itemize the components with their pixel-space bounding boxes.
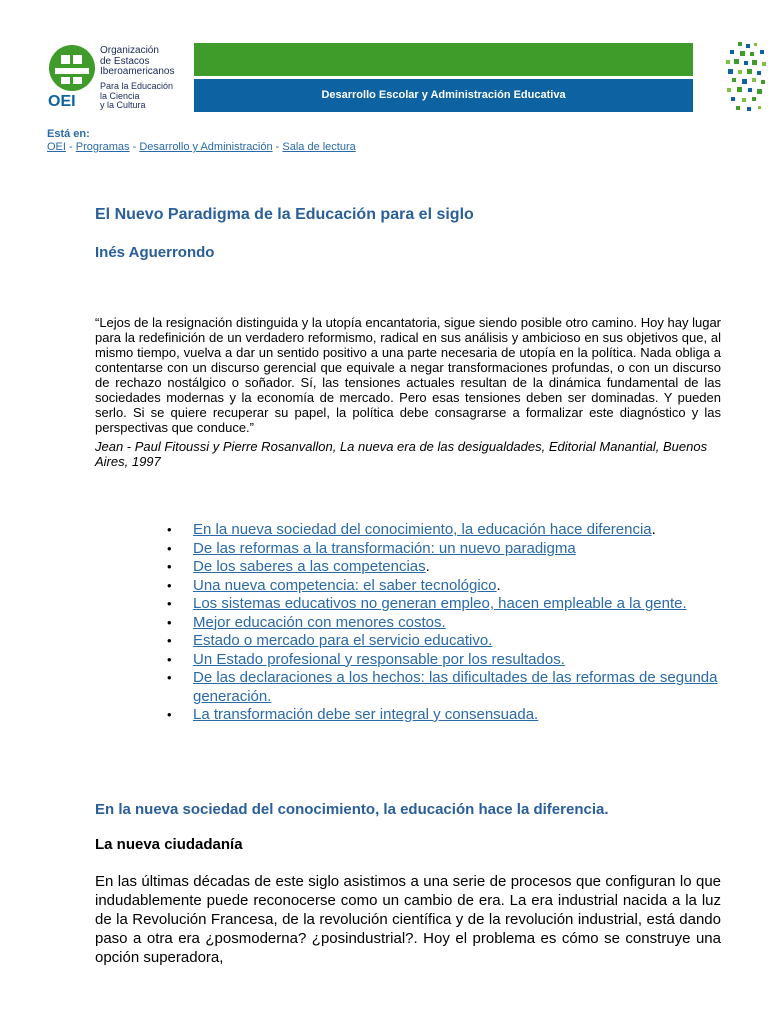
- table-of-contents: [167, 521, 723, 725]
- toc-link[interactable]: Los sistemas educativos no generan empleo, hacen empleable a la gente.: [193, 595, 687, 612]
- toc-item: [167, 632, 723, 651]
- toc-link[interactable]: De las declaraciones a los hechos: las dificultades de las reformas de segunda generación.: [193, 669, 718, 705]
- toc-item: [167, 669, 723, 706]
- article-title: El Nuevo Paradigma de la Educación para el siglo: [95, 206, 474, 223]
- toc-suffix: .: [651, 521, 656, 538]
- toc-item: [167, 651, 723, 670]
- svg-text:OEI: OEI: [48, 93, 76, 108]
- oei-logo-icon: [46, 44, 98, 108]
- toc-item: [167, 540, 723, 559]
- breadcrumb-link-desarrollo[interactable]: Desarrollo y Administración: [139, 141, 273, 153]
- header-banner-title: Desarrollo Escolar y Administración Educativa: [194, 79, 693, 112]
- toc-link[interactable]: En la nueva sociedad del conocimiento, la educación hace diferencia: [193, 521, 652, 538]
- article-author: Inés Aguerrondo: [95, 244, 215, 261]
- section-subheading: La nueva ciudadanía: [95, 836, 243, 853]
- toc-item: [167, 577, 723, 596]
- toc-link[interactable]: Un Estado profesional y responsable por los resultados.: [193, 650, 565, 668]
- oei-logo[interactable]: [46, 44, 191, 112]
- toc-link[interactable]: La transformación debe ser integral y consensuada.: [193, 706, 539, 723]
- epigraph-quote: “Lejos de la resignación distinguida y la utopía encantatoria, sigue siendo posible otro camino. Hoy hay lugar para la redefinición de un verdadero reformismo, radical en sus análisis y ambicioso en sus objetivos que, al mismo tiempo, vuelva a dar un sentido positivo a una parte necesaria de utopía en la política. Nada obliga a contentarse con un discurso gerencial que equivale a negar transformaciones profundas, o con un discurso de rechazo nostálgico o soñador. Sí, las tensiones actuales resultan de la dinámica fundamental de las sociedades modernas y la economía de mercado. Pero esas tensiones deben ser dominadas. Y pueden serlo. Si se quiere recuperar su papel, la política debe consagrarse a formalizar este diagnóstico y las perspectivas que conduce.”: [95, 315, 721, 435]
- toc-link[interactable]: Una nueva competencia: el saber tecnológico: [193, 576, 497, 594]
- section-heading: En la nueva sociedad del conocimiento, la educación hace la diferencia.: [95, 801, 609, 818]
- toc-link[interactable]: Estado o mercado para el servicio educativo.: [193, 632, 493, 649]
- body-paragraph: En las últimas décadas de este siglo asistimos a una serie de procesos que configuran lo que indudablemente puede reconocerse como un cambio de era. La era industrial nacida a la luz de la Revolución Francesa, de la revolución científica y de la revolución industrial, está dando paso a otra era ¿posmoderna? ¿posindustrial?. Hoy el problema es cómo se construye una opción superadora,: [95, 873, 721, 966]
- logo-organization-name: Organización de Estacos Iberoamericanos: [100, 45, 175, 77]
- breadcrumb-link-oei[interactable]: OEI: [47, 141, 66, 153]
- toc-link[interactable]: De las reformas a la transformación: un nuevo paradigma: [193, 539, 576, 557]
- breadcrumb: [47, 141, 356, 153]
- toc-item: [167, 614, 723, 633]
- breadcrumb-separator: -: [272, 141, 283, 153]
- toc-link[interactable]: Mejor educación con menores costos.: [193, 613, 446, 631]
- decorative-pattern-icon: [722, 40, 768, 114]
- header-green-bar: [194, 43, 693, 76]
- breadcrumb-label: Está en:: [47, 128, 90, 140]
- breadcrumb-separator: -: [65, 141, 76, 153]
- toc-item: [167, 706, 723, 725]
- logo-tagline: Para la Educación la Ciencia y la Cultura: [100, 81, 174, 110]
- breadcrumb-link-programas[interactable]: Programas: [75, 141, 130, 153]
- toc-item: [167, 595, 723, 614]
- epigraph-source: Jean - Paul Fitoussi y Pierre Rosanvallon, La nueva era de las desigualdades, Editorial Manantial, Buenos Aires, 1997: [95, 439, 708, 469]
- toc-item: [167, 558, 723, 577]
- breadcrumb-separator: -: [129, 141, 140, 153]
- toc-suffix: .: [425, 558, 430, 575]
- toc-link[interactable]: De los saberes a las competencias: [193, 558, 426, 575]
- toc-suffix: .: [496, 576, 501, 594]
- breadcrumb-link-sala-de-lectura[interactable]: Sala de lectura: [282, 141, 356, 153]
- toc-item: [167, 521, 723, 540]
